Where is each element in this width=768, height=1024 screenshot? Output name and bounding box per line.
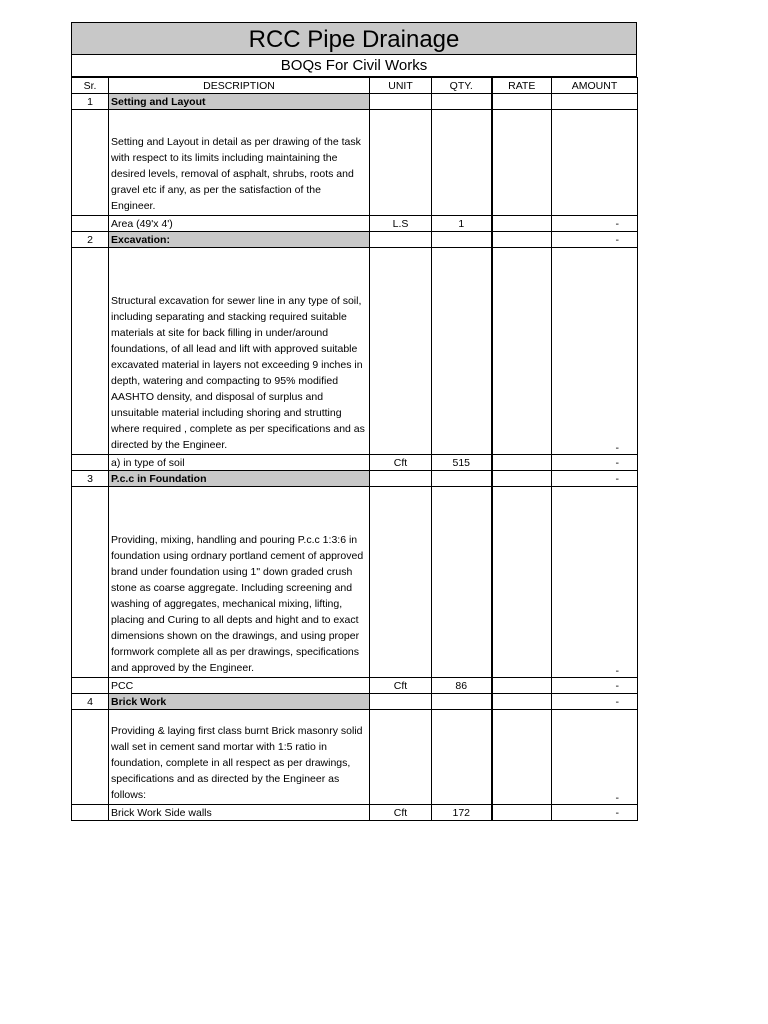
heading-rate xyxy=(492,232,552,248)
description-row xyxy=(72,487,638,678)
col-header-unit: UNIT xyxy=(370,78,432,94)
description-row xyxy=(72,110,638,216)
desc-sr xyxy=(72,248,109,455)
heading-amount: - xyxy=(552,232,638,248)
line-unit: Cft xyxy=(370,805,432,821)
section-heading: Excavation: xyxy=(109,232,370,248)
sheet-title: RCC Pipe Drainage xyxy=(71,22,637,55)
desc-amount xyxy=(552,110,638,216)
heading-unit xyxy=(370,471,432,487)
line-label: Area (49'x 4') xyxy=(109,216,370,232)
line-unit: L.S xyxy=(370,216,432,232)
line-unit: Cft xyxy=(370,455,432,471)
line-sr xyxy=(72,455,109,471)
table-row xyxy=(72,455,638,471)
heading-amount: - xyxy=(552,471,638,487)
section-heading: P.c.c in Foundation xyxy=(109,471,370,487)
desc-sr xyxy=(72,710,109,805)
line-label: PCC xyxy=(109,678,370,694)
section-heading-row xyxy=(72,694,638,710)
section-heading: Setting and Layout xyxy=(109,94,370,110)
section-heading-row xyxy=(72,94,638,110)
desc-unit xyxy=(370,110,432,216)
item-description: Providing, mixing, handling and pouring P.c.c 1:3:6 in foundation using ordnary portland cement of approved brand under foundation using 1" down graded crush stone as coarse aggregate. Including screening and washing of aggregates, mechanical mixing, lifting, placing and Curing to all depts and hight and to exact dimensions shown on the drawings, and using proper formwork complete all as per drawings, specifications and approved by the Engineer. xyxy=(109,487,370,678)
desc-sr xyxy=(72,110,109,216)
boq-sheet xyxy=(71,22,637,821)
line-sr xyxy=(72,678,109,694)
col-header-rate: RATE xyxy=(492,78,552,94)
heading-amount: - xyxy=(552,694,638,710)
desc-sr xyxy=(72,487,109,678)
desc-qty xyxy=(432,110,492,216)
desc-qty xyxy=(432,487,492,678)
item-sr: 3 xyxy=(72,471,109,487)
item-description: Setting and Layout in detail as per drawing of the task with respect to its limits including maintaining the desired levels, removal of asphalt, shrubs, roots and gravel etc if any, as per the satisfaction of the Engineer. xyxy=(109,110,370,216)
heading-qty xyxy=(432,232,492,248)
col-header-amount: AMOUNT xyxy=(552,78,638,94)
line-amount: - xyxy=(552,216,638,232)
desc-amount: - xyxy=(552,248,638,455)
description-row xyxy=(72,248,638,455)
line-qty: 1 xyxy=(432,216,492,232)
item-description: Structural excavation for sewer line in any type of soil, including separating and stacking required suitable materials at site for back filling in under/around foundations, of all lead and lift with approved suitable excavated material in layers not exceeding 9 inches in depth, watering and compacting to 95% modified AASHTO density, and disposal of surplus and unsuitable material including shoring and strutting where required , complete as per specifications and as directed by the Engineer. xyxy=(109,248,370,455)
item-sr: 4 xyxy=(72,694,109,710)
desc-unit xyxy=(370,710,432,805)
header-row xyxy=(72,78,638,94)
heading-unit xyxy=(370,232,432,248)
table-row xyxy=(72,216,638,232)
line-qty: 86 xyxy=(432,678,492,694)
desc-unit xyxy=(370,248,432,455)
line-rate xyxy=(492,455,552,471)
line-label: Brick Work Side walls xyxy=(109,805,370,821)
boq-table xyxy=(71,77,638,821)
sheet-subtitle: BOQs For Civil Works xyxy=(71,55,637,77)
table-row xyxy=(72,678,638,694)
desc-amount: - xyxy=(552,487,638,678)
line-sr xyxy=(72,805,109,821)
line-amount: - xyxy=(552,455,638,471)
heading-rate xyxy=(492,471,552,487)
heading-qty xyxy=(432,471,492,487)
description-row xyxy=(72,710,638,805)
item-sr: 2 xyxy=(72,232,109,248)
col-header-description: DESCRIPTION xyxy=(109,78,370,94)
heading-qty xyxy=(432,94,492,110)
heading-amount xyxy=(552,94,638,110)
line-rate xyxy=(492,805,552,821)
line-rate xyxy=(492,678,552,694)
line-rate xyxy=(492,216,552,232)
heading-rate xyxy=(492,94,552,110)
line-qty: 515 xyxy=(432,455,492,471)
heading-rate xyxy=(492,694,552,710)
desc-rate xyxy=(492,487,552,678)
heading-unit xyxy=(370,694,432,710)
desc-unit xyxy=(370,487,432,678)
line-qty: 172 xyxy=(432,805,492,821)
item-description: Providing & laying first class burnt Brick masonry solid wall set in cement sand mortar with 1:5 ratio in foundation, complete in all respect as per drawings, specifications and as directed by the Engineer as follows: xyxy=(109,710,370,805)
section-heading-row xyxy=(72,232,638,248)
desc-qty xyxy=(432,248,492,455)
desc-rate xyxy=(492,710,552,805)
desc-amount: - xyxy=(552,710,638,805)
heading-qty xyxy=(432,694,492,710)
line-unit: Cft xyxy=(370,678,432,694)
line-amount: - xyxy=(552,678,638,694)
desc-qty xyxy=(432,710,492,805)
col-header-sr: Sr. xyxy=(72,78,109,94)
desc-rate xyxy=(492,110,552,216)
line-label: a) in type of soil xyxy=(109,455,370,471)
col-header-qty: QTY. xyxy=(432,78,492,94)
section-heading-row xyxy=(72,471,638,487)
table-row xyxy=(72,805,638,821)
item-sr: 1 xyxy=(72,94,109,110)
heading-unit xyxy=(370,94,432,110)
section-heading: Brick Work xyxy=(109,694,370,710)
line-sr xyxy=(72,216,109,232)
line-amount: - xyxy=(552,805,638,821)
desc-rate xyxy=(492,248,552,455)
